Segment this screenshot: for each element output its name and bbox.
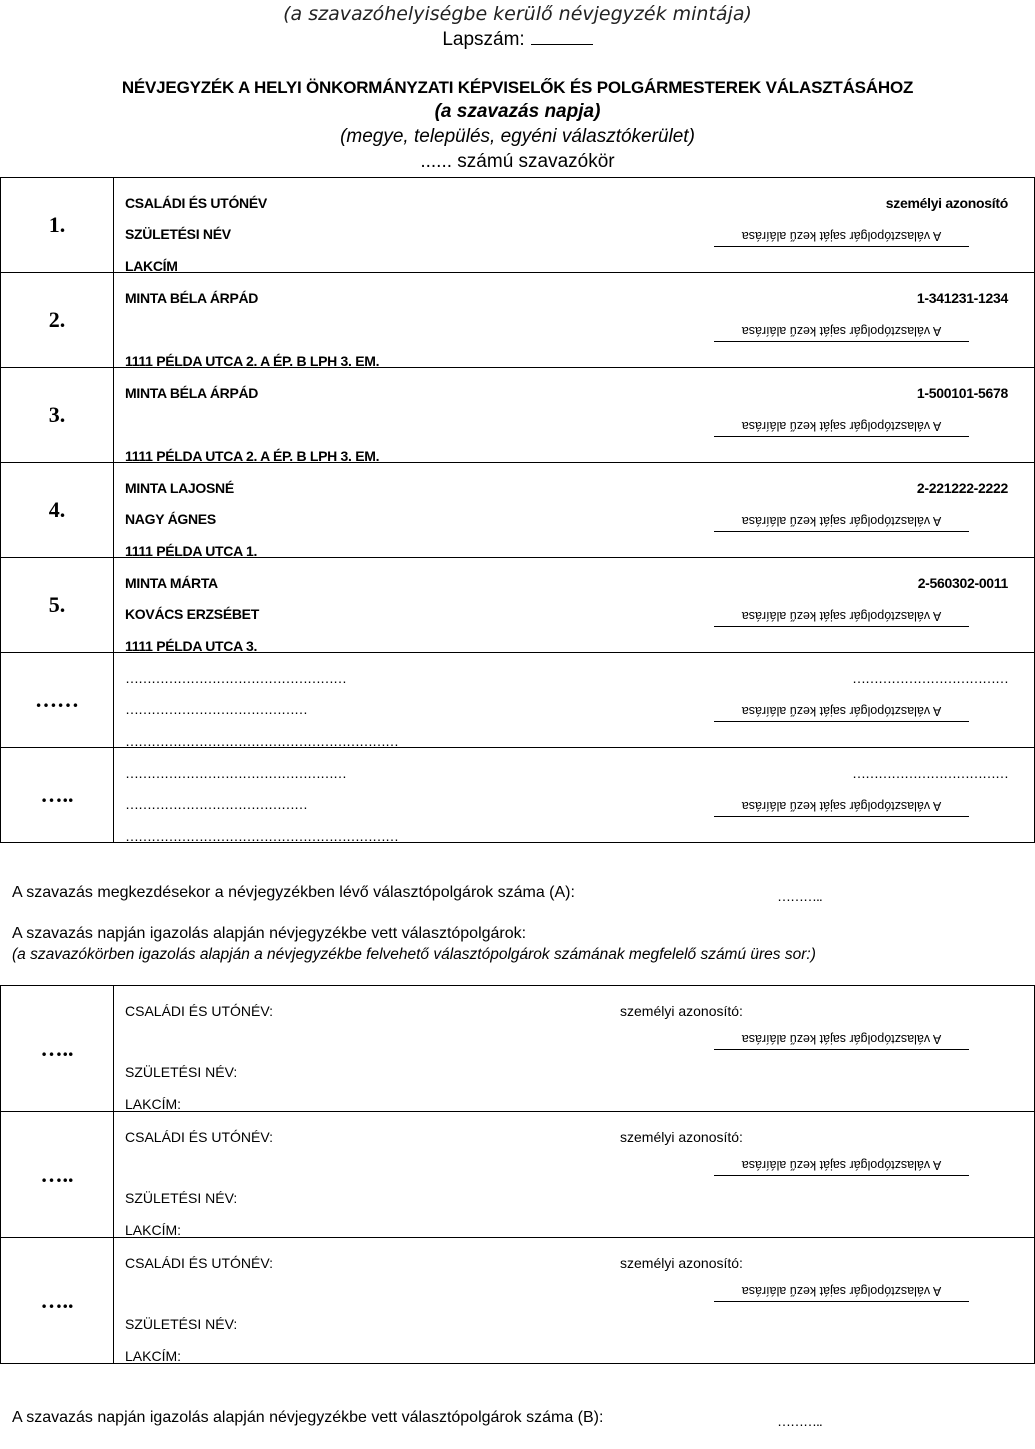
address: ……………………………………………………… — [125, 733, 398, 749]
signature-line — [714, 513, 969, 532]
row-number: 5. — [1, 558, 114, 653]
signature-caption: A választópolgár saját kezű aláírása — [741, 1284, 942, 1298]
personal-id: 2-560302-0011 — [917, 575, 1008, 591]
address: LAKCÍM — [125, 258, 178, 274]
row-number: …… — [1, 653, 114, 748]
personal-id: személyi azonosító — [885, 195, 1008, 211]
signature-caption: A választópolgár saját kezű aláírása — [741, 1032, 942, 1046]
address: 1111 PÉLDA UTCA 2. A ÉP. B LPH 3. EM. — [125, 448, 380, 464]
voter-name: MINTA LAJOSNÉ — [125, 480, 234, 496]
register-row — [1, 463, 1035, 558]
id-label: személyi azonosító: — [620, 1255, 743, 1271]
address: 1111 PÉLDA UTCA 1. — [125, 543, 258, 559]
personal-id: 2-221222-2222 — [916, 480, 1008, 496]
page-number-label: Lapszám: — [442, 29, 525, 50]
register-row — [1, 368, 1035, 463]
address-label: LAKCÍM: — [125, 1222, 182, 1238]
birth-name-label: SZÜLETÉSI NÉV: — [125, 1064, 238, 1080]
certificate-intro: A szavazás napján igazolás alapján névjegyzékbe vett választópolgárok: — [12, 925, 527, 942]
signature-caption: A választópolgár saját kezű aláírása — [741, 704, 942, 718]
voter-name: MINTA BÉLA ÁRPÁD — [125, 290, 259, 306]
address-label: LAKCÍM: — [125, 1096, 182, 1112]
signature-caption: A választópolgár saját kezű aláírása — [741, 609, 942, 623]
birth-name-label: SZÜLETÉSI NÉV: — [125, 1316, 238, 1332]
row-number: ….. — [1, 1238, 114, 1364]
personal-id: 1-341231-1234 — [916, 290, 1008, 306]
voter-name: CSALÁDI ÉS UTÓNÉV — [125, 195, 267, 211]
signature-caption: A választópolgár saját kezű aláírása — [741, 799, 942, 813]
signature-caption: A választópolgár saját kezű aláírása — [741, 1158, 942, 1172]
birth-name: SZÜLETÉSI NÉV — [125, 226, 231, 242]
signature-caption: A választópolgár saját kezű aláírása — [741, 419, 942, 433]
signature-caption: A választópolgár saját kezű aláírása — [741, 324, 942, 338]
name-label: CSALÁDI ÉS UTÓNÉV: — [125, 1003, 274, 1019]
register-row — [1, 273, 1035, 368]
signature-line — [714, 608, 969, 627]
address: 1111 PÉLDA UTCA 2. A ÉP. B LPH 3. EM. — [125, 353, 380, 369]
signature-caption: A választópolgár saját kezű aláírása — [741, 229, 942, 243]
summary-b-value: ……….. — [777, 1413, 822, 1429]
signature-line — [714, 1031, 969, 1050]
certificate-note: (a szavazókörben igazolás alapján a névjegyzékbe felvehető választópolgárok számának megfelelő számú üres sor:) — [12, 946, 816, 963]
address: ……………………………………………………… — [125, 828, 398, 844]
signature-line — [714, 703, 969, 722]
register-row — [1, 653, 1035, 748]
voter-name: …………………………………………… — [125, 765, 346, 781]
address-label: LAKCÍM: — [125, 1348, 182, 1364]
certificate-row — [1, 1112, 1035, 1238]
form-subtitle: (a szavazóhelyiségbe kerülő névjegyzék mintája) — [283, 3, 752, 25]
signature-line — [714, 1157, 969, 1176]
birth-name: …………………………………… — [125, 796, 307, 812]
document-title: NÉVJEGYZÉK A HELYI ÖNKORMÁNYZATI KÉPVISELŐK ÉS POLGÁRMESTEREK VÁLASZTÁSÁHOZ — [121, 78, 914, 97]
voter-name: MINTA BÉLA ÁRPÁD — [125, 385, 259, 401]
birth-name-label: SZÜLETÉSI NÉV: — [125, 1190, 238, 1206]
personal-id: 1-500101-5678 — [916, 385, 1008, 401]
personal-id: ……………………………… — [852, 670, 1008, 686]
name-label: CSALÁDI ÉS UTÓNÉV: — [125, 1129, 274, 1145]
page-number-blank — [531, 30, 593, 45]
id-label: személyi azonosító: — [620, 1003, 743, 1019]
voter-register-table — [0, 177, 1035, 843]
row-number: 2. — [1, 273, 114, 368]
election-date-line: (a szavazás napja) — [434, 101, 601, 122]
signature-caption: A választópolgár saját kezű aláírása — [741, 514, 942, 528]
register-row — [1, 178, 1035, 273]
name-label: CSALÁDI ÉS UTÓNÉV: — [125, 1255, 274, 1271]
summary-b-label: A szavazás napján igazolás alapján névjegyzékbe vett választópolgárok száma (B): — [12, 1409, 604, 1426]
signature-line — [714, 1283, 969, 1302]
register-row — [1, 748, 1035, 843]
birth-name: NAGY ÁGNES — [125, 511, 216, 527]
id-label: személyi azonosító: — [620, 1129, 743, 1145]
signature-line — [714, 228, 969, 247]
personal-id: ……………………………… — [852, 765, 1008, 781]
signature-line — [714, 798, 969, 817]
signature-line — [714, 323, 969, 342]
voter-name: MINTA MÁRTA — [125, 575, 218, 591]
voter-name: …………………………………………… — [125, 670, 346, 686]
row-number: 3. — [1, 368, 114, 463]
certificate-row — [1, 986, 1035, 1112]
row-number: ….. — [1, 986, 114, 1112]
district-line: (megye, település, egyéni választókerület) — [340, 126, 695, 147]
address: 1111 PÉLDA UTCA 3. — [125, 638, 258, 654]
row-number: ….. — [1, 748, 114, 843]
page-number-field — [0, 29, 1035, 51]
birth-name: …………………………………… — [125, 701, 307, 717]
summary-a-label: A szavazás megkezdésekor a névjegyzékben lévő választópolgárok száma (A): — [12, 884, 575, 901]
birth-name: KOVÁCS ERZSÉBET — [125, 606, 259, 622]
certificate-register-table — [0, 985, 1035, 1364]
precinct-line: ...... számú szavazókör — [420, 151, 615, 172]
row-number: 4. — [1, 463, 114, 558]
row-number: 1. — [1, 178, 114, 273]
register-row — [1, 558, 1035, 653]
signature-line — [714, 418, 969, 437]
certificate-row — [1, 1238, 1035, 1364]
row-number: ….. — [1, 1112, 114, 1238]
summary-a-value: ……….. — [777, 888, 822, 904]
